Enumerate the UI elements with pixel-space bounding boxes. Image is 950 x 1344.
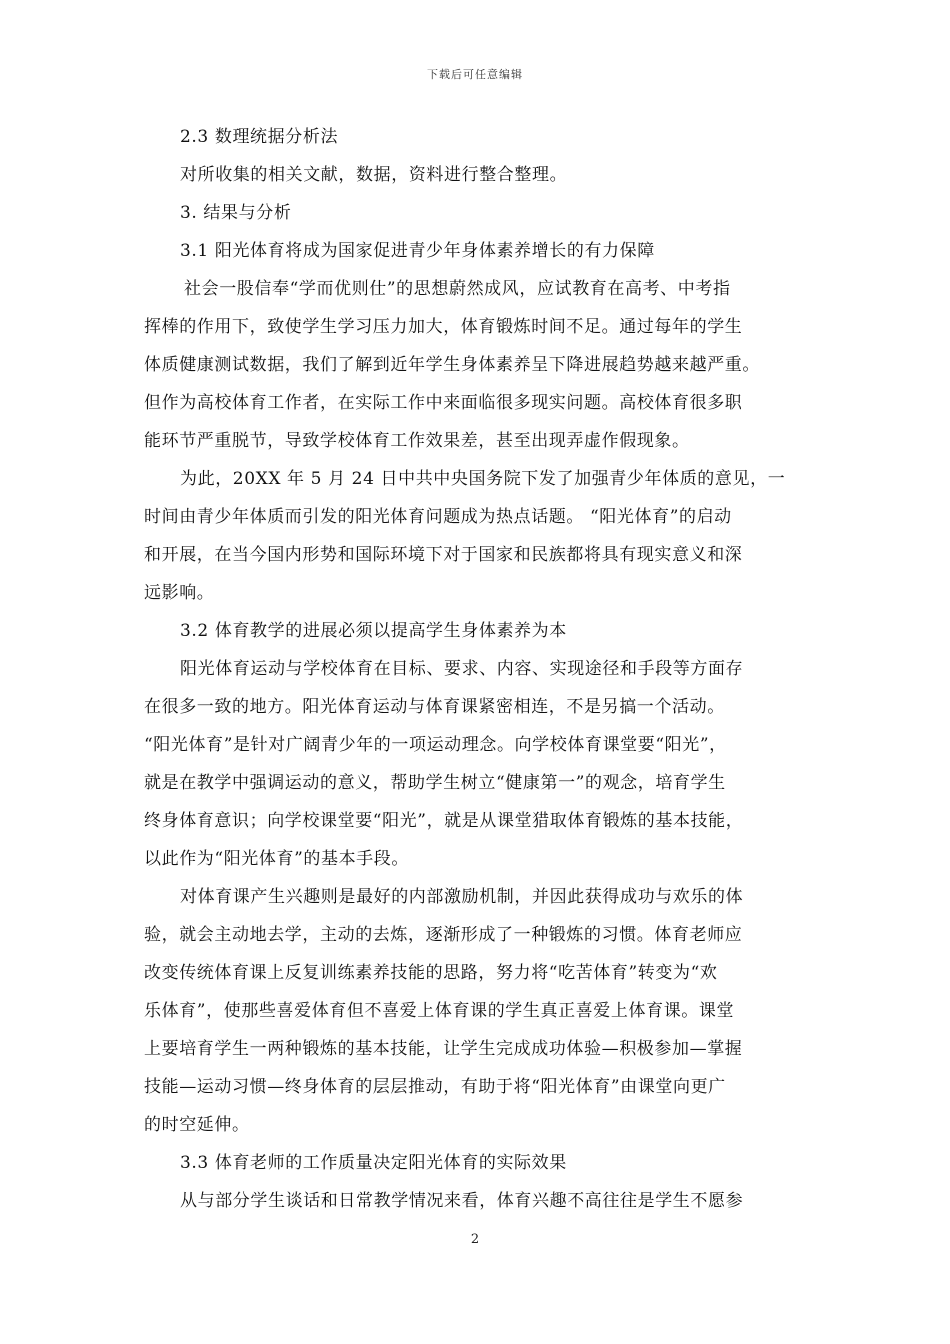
paragraph-line: 但作为高校体育工作者，在实际工作中来面临很多现实问题。高校体育很多职 xyxy=(144,393,743,413)
paragraph-line: 阳光体育运动与学校体育在目标、要求、内容、实现途径和手段等方面存 xyxy=(180,659,744,679)
paragraph-line: 终身体育意识；向学校课堂要“阳光”，就是从课堂猎取体育锻炼的基本技能， xyxy=(144,811,744,831)
paragraph-line: 的时空延伸。 xyxy=(144,1115,250,1135)
section-heading-3-2: 3.2 体育教学的进展必须以提高学生身体素养为本 xyxy=(180,621,567,641)
paragraph-line: 就是在教学中强调运动的意义，帮助学生树立“健康第一”的观念，培育学生 xyxy=(144,773,726,793)
paragraph-line: 为此，20XX 年 5 月 24 日中共中央国务院下发了加强青少年体质的意见，一 xyxy=(180,469,786,489)
paragraph-line: 从与部分学生谈话和日常教学情况来看，体育兴趣不高往往是学生不愿参 xyxy=(180,1191,744,1211)
section-heading-3-3: 3.3 体育老师的工作质量决定阳光体育的实际效果 xyxy=(180,1153,567,1173)
paragraph-line: 改变传统体育课上反复训练素养技能的思路，努力将“吃苦体育”转变为“欢 xyxy=(144,963,718,983)
paragraph-line: “阳光体育”是针对广阔青少年的一项运动理念。向学校体育课堂要“阳光”， xyxy=(144,735,727,755)
document-body xyxy=(144,118,810,1220)
paragraph-line: 时间由青少年体质而引发的阳光体育问题成为热点话题。 “阳光体育”的启动 xyxy=(144,507,732,527)
paragraph-line: 能环节严重脱节，导致学校体育工作效果差，甚至出现弄虚作假现象。 xyxy=(144,431,690,451)
paragraph-line: 上要培育学生一两种锻炼的基本技能，让学生完成成功体验—积极参加—掌握 xyxy=(144,1039,743,1059)
paragraph-line: 社会一股信奉“学而优则仕”的思想蔚然成风，应试教育在高考、中考指 xyxy=(184,279,731,299)
paragraph-line: 在很多一致的地方。阳光体育运动与体育课紧密相连，不是另搞一个活动。 xyxy=(144,697,725,717)
paragraph-line: 以此作为“阳光体育”的基本手段。 xyxy=(144,849,409,869)
paragraph-line: 对体育课产生兴趣则是最好的内部激励机制，并因此获得成功与欢乐的体 xyxy=(180,887,744,907)
paragraph-line: 技能—运动习惯—终身体育的层层推动，有助于将“阳光体育”由课堂向更广 xyxy=(144,1077,726,1097)
section-heading-2-3: 2.3 数理统据分析法 xyxy=(180,127,339,147)
paragraph-line: 和开展，在当今国内形势和国际环境下对于国家和民族都将具有现实意义和深 xyxy=(144,545,743,565)
section-heading-3: 3. 结果与分析 xyxy=(180,203,292,223)
paragraph-line: 体质健康测试数据，我们了解到近年学生身体素养呈下降进展趋势越来越严重。 xyxy=(144,355,760,375)
paragraph-line: 远影响。 xyxy=(144,583,215,603)
page-number: 2 xyxy=(470,1232,480,1247)
paragraph-line: 对所收集的相关文献，数据，资料进行整合整理。 xyxy=(180,165,568,185)
header-watermark: 下载后可任意编辑 xyxy=(427,68,523,81)
paragraph-line: 挥棒的作用下，致使学生学习压力加大，体育锻炼时间不足。通过每年的学生 xyxy=(144,317,743,337)
section-heading-3-1: 3.1 阳光体育将成为国家促进青少年身体素养增长的有力保障 xyxy=(180,241,655,261)
paragraph-line: 验，就会主动地去学，主动的去炼，逐渐形成了一种锻炼的习惯。体育老师应 xyxy=(144,925,743,945)
paragraph-line: 乐体育”，使那些喜爱体育但不喜爱上体育课的学生真正喜爱上体育课。课堂 xyxy=(144,1001,735,1021)
